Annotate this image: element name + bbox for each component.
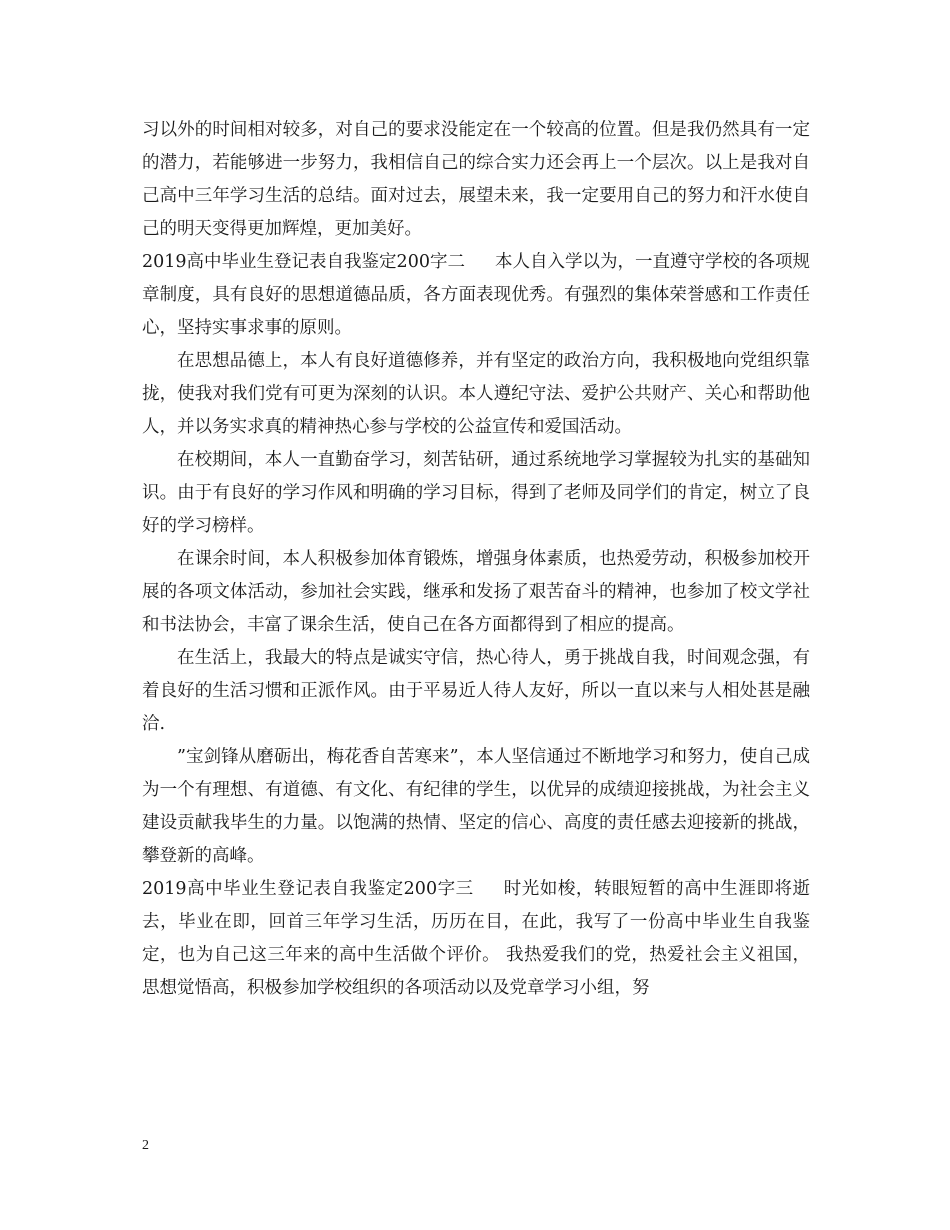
page-number: 2: [142, 1138, 149, 1153]
paragraph-6: 在生活上，我最大的特点是诚实守信，热心待人，勇于挑战自我，时间观念强，有着良好的生活习惯和正派作风。由于平易近人待人友好，所以一直以来与人相处甚是融洽.: [142, 648, 810, 734]
paragraph-4: 在校期间，本人一直勤奋学习，刻苦钻研，通过系统地学习掌握较为扎实的基础知识。由于有良好的学习作风和明确的学习目标，得到了老师及同学们的肯定，树立了良好的学习榜样。: [142, 450, 810, 536]
paragraph-3: 在思想品德上，本人有良好道德修养，并有坚定的政治方向，我积极地向党组织靠拢，使我对我们党有可更为深刻的认识。本人遵纪守法、爱护公共财产、关心和帮助他人，并以务实求真的精神热心参与学校的公益宣传和爱国活动。: [142, 351, 810, 437]
document-body: [142, 114, 810, 1005]
paragraph-7: ”宝剑锋从磨砺出，梅花香自苦寒来”，本人坚信通过不断地学习和努力，使自己成为一个有理想、有道德、有文化、有纪律的学生，以优异的成绩迎接挑战，为社会主义建设贡献我毕生的力量。以饱满的热情、坚定的信心、高度的责任感去迎接新的挑战，攀登新的高峰。: [142, 747, 810, 866]
paragraph-2-text: 本人自入学以为，一直遵守学校的各项规章制度，具有良好的思想道德品质，各方面表现优秀。有强烈的集体荣誉感和工作责任心，坚持实事求事的原则。: [142, 252, 810, 338]
paragraph-5: 在课余时间，本人积极参加体育锻炼，增强身体素质，也热爱劳动，积极参加校开展的各项文体活动，参加社会实践，继承和发扬了艰苦奋斗的精神，也参加了校文学社和书法协会，丰富了课余生活，使自己在各方面都得到了相应的提高。: [142, 549, 810, 635]
section-heading-2: 2019高中毕业生登记表自我鉴定200字二: [142, 252, 465, 272]
section-heading-3: 2019高中毕业生登记表自我鉴定200字三: [142, 879, 474, 899]
paragraph-8-text: 时光如梭，转眼短暂的高中生涯即将逝去，毕业在即，回首三年学习生活，历历在目，在此，我写了一份高中毕业生自我鉴定，也为自己这三年来的高中生活做个评价。 我热爱我们的党，热爱社会主义祖国，思想觉悟高，积极参加学校组织的各项活动以及党章学习小组，努: [142, 879, 810, 998]
paragraph-8: [142, 873, 810, 1005]
paragraph-2: [142, 246, 810, 345]
paragraph-1: 习以外的时间相对较多，对自己的要求没能定在一个较高的位置。但是我仍然具有一定的潜力，若能够进一步努力，我相信自己的综合实力还会再上一个层次。以上是我对自己高中三年学习生活的总结。面对过去，展望未来，我一定要用自己的努力和汗水使自己的明天变得更加辉煌，更加美好。: [142, 120, 810, 239]
